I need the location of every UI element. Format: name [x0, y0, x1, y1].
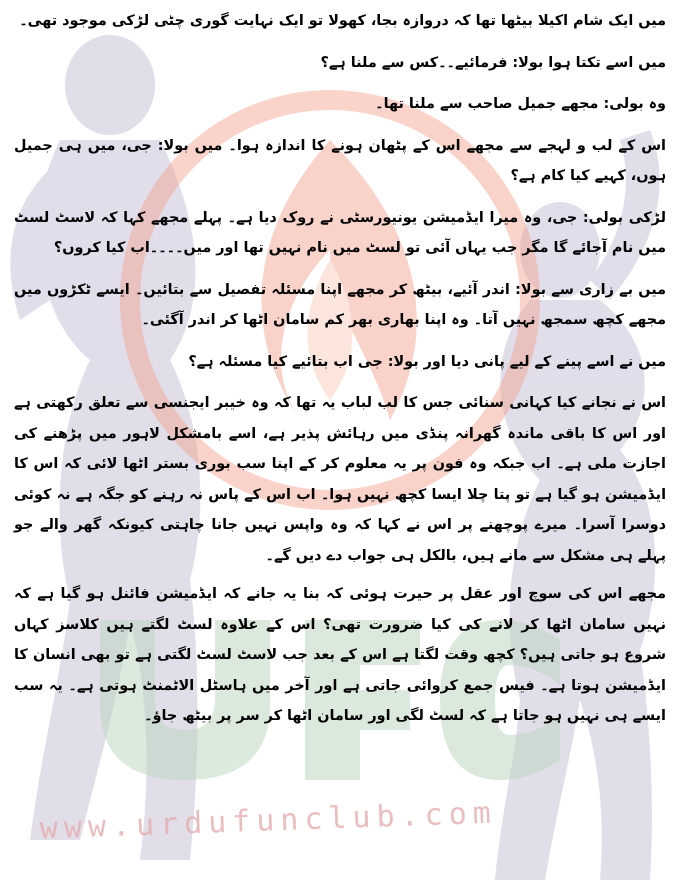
story-paragraph-2: میں اسے تکتا ہوا بولا: فرمائیے۔۔کس سے ملنا ہے؟	[320, 54, 666, 71]
story-paragraph-4: اس کے لب و لہجے سے مجھے اس کے پٹھان ہونے کا اندازہ ہوا۔ میں بولا: جی، میں ہی جمیل ہوں، کہیے کیا کام ہے؟	[14, 137, 666, 184]
story-paragraph-7: میں نے اسے پینے کے لیے پانی دیا اور بولا: جی اب بتائیے کیا مسئلہ ہے؟	[188, 353, 666, 370]
site-url-watermark: www.urdufunclub.com	[39, 795, 498, 847]
story-paragraph-8: اس نے نجانے کیا کہانی سنائی جس کا لب لباب یہ تھا کہ وہ خیبر ایجنسی سے تعلق رکھتی ہے اور اس کا باقی ماندہ گھرانہ پنڈی میں رہائش پذیر ہے، اسے بامشکل لاہور میں پڑھنے کی اجازت ملی ہے۔ اب جبکہ وہ فون پر یہ معلوم کر کے اپنا سب بوری بستر اٹھا لائی کہ اس کا ایڈمیشن ہو گیا ہے تو پتا چلا ایسا کچھ نہیں ہوا۔ اب اس کے پاس نہ رہنے کو جگہ ہے نہ کوئی دوسرا آسرا۔ میرے پوچھنے پر اس نے کہا کہ وہ واپس نہیں جانا چاہتی کیونکہ گھر والے جو پہلے ہی مشکل سے مانے ہیں، بالکل ہی جواب دے دیں گے۔	[14, 395, 666, 564]
story-paragraph-6: میں بے زاری سے بولا: اندر آئیے، بیٹھ کر مجھے اپنا مسئلہ تفصیل سے بتائیں۔ ایسے ٹکڑوں میں مجھے کچھ سمجھ نہیں آتا۔ وہ اپنا بھاری بھر کم سامان اٹھا کر اندر آگئی۔	[14, 281, 666, 328]
story-paragraph-3: وہ بولی: مجھے جمیل صاحب سے ملنا تھا۔	[375, 96, 666, 112]
story-paragraph-9: مجھے اس کی سوچ اور عقل پر حیرت ہوئی کہ بنا یہ جانے کہ ایڈمیشن فائنل ہو گیا ہے کہ نہیں سامان اٹھا کر لانے کی کیا ضرورت تھی؟ اس کے علاوہ لسٹ لگتے ہیں کلاسز کہاں شروع ہو جاتی ہیں؟ کچھ وقت لگتا ہے اس کے بعد جب لاسٹ لسٹ لگتی ہے تو بھی انسان کا ایڈمیشن ہوتا ہے۔ فیس جمع کروائی جاتی ہے اور آخر میں ہاسٹل الاٹمنٹ ہوتی ہے۔ یہ سب ایسے ہی نہیں ہو جاتا ہے کہ لسٹ لگی اور سامان اٹھا کر سر پر بیٹھ جاؤ۔	[14, 586, 666, 724]
story-paragraph-1: میں ایک شام اکیلا بیٹھا تھا کہ دروازہ بجا، کھولا تو ایک نہایت گوری چٹی لڑکی موجود تھی۔	[19, 13, 666, 29]
story-paragraph-5: لڑکی بولی: جی، وہ میرا ایڈمیشن یونیورسٹی نے روک دیا ہے۔ پہلے مجھے کہا کہ لاسٹ لسٹ میں نام آجائے گا مگر جب یہاں آئی تو لسٹ میں نام نہیں تھا اور میں۔۔۔۔اب کیا کروں؟	[14, 209, 666, 256]
